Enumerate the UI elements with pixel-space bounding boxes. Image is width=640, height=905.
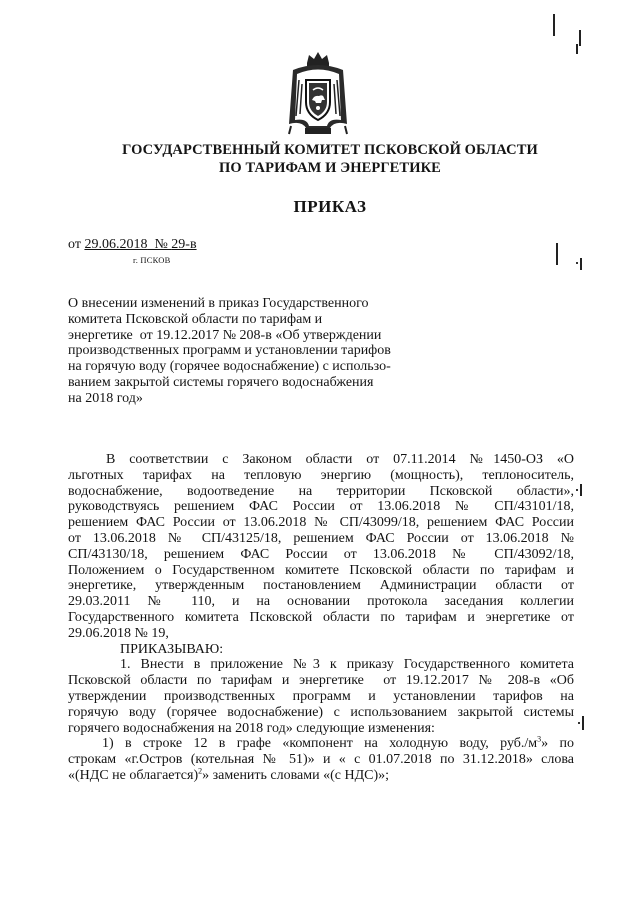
document-number: 29-в (171, 237, 197, 252)
item1-line: Псковской области по тарифам и энергетике от 19.12.2017 № 208-в «Об (68, 673, 574, 689)
item1-line: утверждении производственных программ и установлении тарифов на (68, 688, 574, 704)
preamble-line: энергетике, утвержденным постановлением Администрации области от (68, 578, 574, 594)
preamble-line: от 13.06.2018 № СП/43125/18, решением ФАС России от 13.06.2018 № (68, 530, 574, 546)
preamble-line: льготных тарифах на тепловую энергию (мощность), теплоноситель, (68, 467, 574, 483)
subitem1-text: » по (541, 736, 574, 752)
subitem1-text: » заменить словами «(с НДС)»; (202, 767, 390, 783)
scan-mark (576, 44, 578, 54)
scan-dot (576, 262, 578, 264)
city-label: г. ПСКОВ (133, 255, 171, 265)
preamble-line: решением ФАС России от 13.06.2018 № СП/43099/18, решением ФАС России (68, 515, 574, 531)
organization-title-line1: ГОСУДАРСТВЕННЫЙ КОМИТЕТ ПСКОВСКОЙ ОБЛАСТИ (122, 142, 538, 158)
item1-line: горячую воду (горячее водоснабжение) с использованием закрытой системы (68, 704, 574, 720)
date-number-line (68, 237, 197, 253)
subject-line: ванием закрытой системы горячего водоснабжения (68, 374, 374, 390)
subject-line: О внесении изменений в приказ Государственного (68, 296, 369, 311)
subject-line: комитета Псковской области по тарифам и (68, 311, 323, 327)
document-body (68, 452, 574, 784)
scan-mark (553, 14, 555, 36)
order-word: ПРИКАЗЫВАЮ: (120, 641, 224, 657)
item1-line: горячего водоснабжения на 2018 год» следующие изменения: (68, 720, 435, 736)
item1-line: 1. Внести в приложение №3 к приказу Государственного комитета (120, 657, 574, 673)
preamble-line: В соответствии с Законом области от 07.11.2014 №1450-ОЗ «О (106, 452, 574, 467)
scan-mark (579, 30, 581, 46)
subject-line: на 2018 год» (68, 390, 143, 406)
subitem1-line: строкам «г.Остров (котельная № 51)» и « с 01.07.2018 по 31.12.2018» слова (68, 752, 574, 768)
preamble-line: 29.03.2011 № 110, и на основании протокола заседания коллегии (68, 594, 574, 610)
subject-line: производственных программ и установлении тарифов (68, 343, 391, 359)
document-type: ПРИКАЗ (293, 197, 367, 216)
number-separator: № (147, 237, 172, 252)
subitem1-text: 1) в строке 12 в графе «компонент на холодную воду, руб./м (102, 736, 538, 752)
document-date: 29.06.2018 (84, 237, 148, 252)
organization-title (60, 141, 600, 177)
preamble-line: 29.06.2018 № 19, (68, 625, 169, 641)
superscript: 2 (198, 766, 203, 776)
preamble-line: СП/43130/18, решением ФАС России от 13.06.2018 № СП/43092/18, (68, 546, 574, 562)
subitem1-text: «(НДС не облагается) (68, 767, 199, 783)
scan-mark (580, 258, 582, 270)
subject-line: энергетике от 19.12.2017 № 208-в «Об утверждении (68, 327, 382, 343)
subject-block (68, 296, 418, 407)
subitem1-line (68, 736, 574, 752)
scan-mark (556, 243, 558, 265)
preamble-line: руководствуясь решением ФАС России от 13.06.2018 № СП/43101/18, (68, 499, 574, 515)
coat-of-arms-icon (283, 50, 353, 136)
preamble-line: Государственного комитета Псковской области по тарифам и энергетике от (68, 609, 574, 625)
scan-mark (582, 716, 584, 730)
superscript: 3 (537, 736, 542, 744)
scan-mark (580, 484, 582, 496)
scan-dot (576, 489, 578, 491)
preamble-line: Положением о Государственном комитете Псковской области по тарифам и (68, 562, 574, 578)
preamble-line: водоснабжение, водоотведение на территории Псковской области», (68, 483, 574, 499)
organization-title-line2: ПО ТАРИФАМ И ЭНЕРГЕТИКЕ (219, 160, 441, 176)
subitem1-line (68, 768, 574, 784)
subject-line: на горячую воду (горячее водоснабжение) с использо- (68, 359, 391, 375)
date-prefix: от (68, 237, 85, 252)
scan-dot (578, 722, 580, 724)
